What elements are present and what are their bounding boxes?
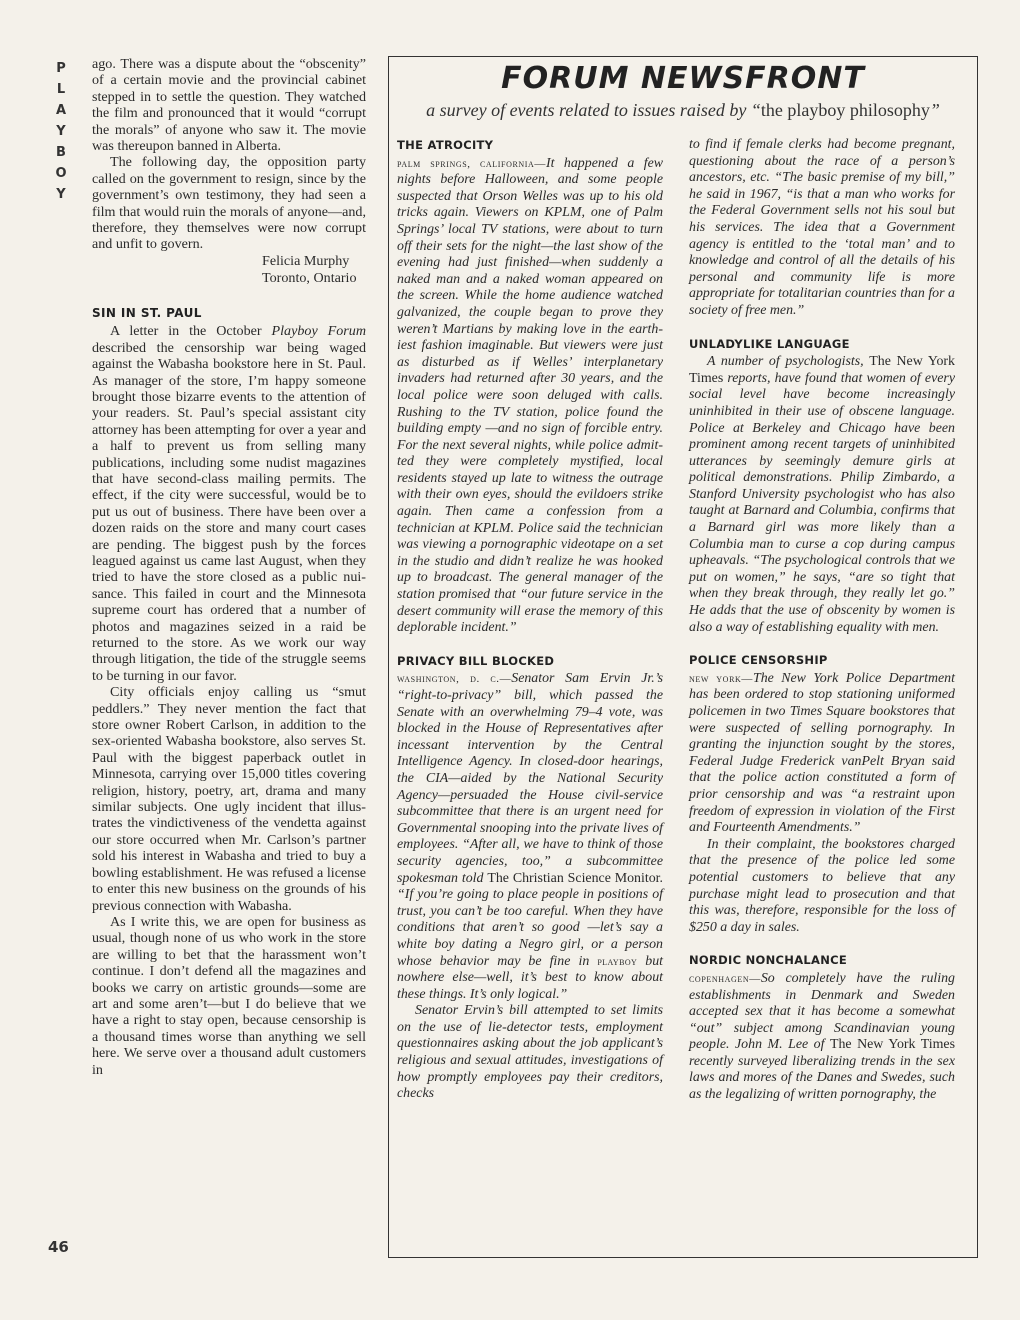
news-paragraph: In their complaint, the bookstores charged that the presence of the police led some potential customers to believe that any purchase might lead to prosecution and that this was, therefore, responsible for the loss of $250 a day in sales. <box>689 836 955 935</box>
magazine-title: Playboy Forum <box>271 323 366 340</box>
text-run: recently surveyed liberalizing trends in the sex laws and mores of the Danes and Swedes, such as the legalizing of written pornography, the <box>689 1053 955 1103</box>
letter-paragraph: The following day, the opposition party called on the government to resign, since by the government’s own testimony, they had seen a film that would ruin the morals of anyone—and, therefore, they themselves were now corrupt and unfit to govern. <box>92 154 366 253</box>
side-letter: O <box>55 166 67 181</box>
newspaper-title: The New York Times <box>689 354 955 386</box>
news-heading: UNLADYLIKE LANGUAGE <box>689 336 850 351</box>
forum-banner <box>389 61 977 121</box>
letter-signature-name: Felicia Murphy <box>262 252 350 269</box>
news-heading: NORDIC NONCHALANCE <box>689 953 848 968</box>
dateline: copenhagen— <box>689 972 761 985</box>
letter-heading: SIN IN ST. PAUL <box>92 305 202 320</box>
text-run: So completely have the ruling establishments in Denmark and Sweden accepted sex that it has become a somewhat “out” subject among Scandinavian young people. John M. Lee of <box>689 970 955 1053</box>
news-heading: THE ATROCITY <box>397 138 494 152</box>
text-run: A letter in the October <box>110 323 272 340</box>
side-letter: Y <box>56 124 66 139</box>
side-letter: L <box>56 82 66 97</box>
side-running-head <box>54 58 68 205</box>
letter-paragraph <box>92 323 366 684</box>
news-paragraph: to find if female clerks had become pregnant, questioning about the race of a person’s ancestors, etc. “The basic premise of my bill,” he said in 1967, “is that a man who works for the Federal Government sells not his soul but his services. The idea that a Government agency is entitled to the ‘total man’ and to knowledge and control of all the details of his personal and community life is more appropriate for totalitarian countries than for a society of free men.” <box>689 137 955 318</box>
section-title: FORUM NEWSFRONT <box>501 61 865 96</box>
page-number: 46 <box>48 1238 69 1256</box>
text-run: ” <box>929 100 940 120</box>
news-paragraph <box>689 671 955 837</box>
text-run: the playboy philosophy <box>760 100 930 120</box>
letters-column <box>92 56 366 1078</box>
news-heading: POLICE CENSORSHIP <box>689 653 828 668</box>
news-heading: PRIVACY BILL BLOCKED <box>397 653 555 668</box>
text-run: Senator Sam Ervin Jr.’s “right-to-privacy” bill, which passed the Senate with an overwhelming 79–4 vote, was blocked in the House of Representatives after incessant intervention by the Central Intelligence Agency. In closed-door hearings, the CIA—aided by the National Security Agency—persuaded the House civil-service subcommittee that there is an urgent need for Governmental snooping into the private lives of employees. “After all, we have to think of those security agencies, too,” a subcommittee spokesman told <box>397 671 663 886</box>
news-paragraph <box>397 156 663 637</box>
text-run: reports, have found that women of every social level have become increasingly uninhibited in their use of obscene language. Police at Berkeley and Chicago have been prominent among recent targets of uninhibited utterances by seemingly demure girls at political demonstrations. Philip Zimbardo, a Stanford University psychologist who has also taught at Barnard and Columbia, confirms that a Barnard girl was more likely than a Columbia man to curse a cop during campus upheavals. “The psychological controls that we put on women,” he says, “are so tight that when they break through, they really let go.” He adds that the use of obscenity by women is also a way of establishing equality with men. <box>689 370 955 635</box>
forum-newsfront-section <box>388 56 978 1258</box>
side-letter: B <box>56 145 66 160</box>
letter-signature-place: Toronto, Ontario <box>262 269 357 286</box>
text-run: The New York Police Department has been ordered to stop stationing uniformed policemen in two Times Square bookstores that were suspected of selling pornography. In granting the injunction sought by the stores, Federal Judge Frederick vanPelt Bryan said that the police action constituted a form of prior censorship and was “a restraint upon freedom of expression in violation of the First and Fourteenth Amendments.” <box>689 670 955 836</box>
text-run: but nowhere else—well, it’s best to know about these things. It’s only logical.” <box>397 953 663 1002</box>
news-paragraph: Senator Ervin’s bill attempted to set limits on the use of lie-detector tests, employment questionnaires asking about the job applicant’s religious and sexual attitudes, investigations of how promptly employees pay their creditors, checks <box>397 1003 663 1102</box>
dateline: washington, d. c.— <box>397 673 512 686</box>
letter-paragraph: ago. There was a dispute about the “obscenity” of a certain movie and the provincial cabinet stepped in to settle the question. They watched the film and pronounced that it would “corrupt the morals” of anyone who saw it. The movie was thereupon banned in Alberta. <box>92 56 366 155</box>
news-column-right <box>689 137 955 1104</box>
text-run: “If you’re going to place people in positions of trust, you can’t be too careful. When they have conditions that aren’t so good —let’s say a white boy dating a Negro girl, or a person whose behavior may be fine in <box>397 887 663 969</box>
text-run: a survey of events related to issues raised by “ <box>426 100 761 120</box>
text-run: A number of psychologists, <box>707 354 870 370</box>
magazine-name: playboy <box>597 955 638 968</box>
text-run: described the censorship war being waged against the Wabasha bookstore here in St. Paul. As manager of the store, I’m happy someone brought those bizarre events to the attention of your readers. St. Paul’s special assistant city attorney has been attempting for over a year and a half to prevent us from selling many publications, including some nudist magazines that have second-class mailing permits. The effect, if the city were successful, would be to put us out of business. There have been over a dozen raids on the store and many court cases are pending. The biggest push by the forces leagued against us came last August, when they tried to have the store closed as a public nuisance. This failed in court and the Minnesota supreme court has ordered that a number of photos and magazines seized in a raid be returned to the store. As we work our way through litigation, the tide of the struggle seems to be turning in our favor. <box>92 339 366 684</box>
side-letter: A <box>55 103 67 118</box>
news-paragraph <box>689 354 955 636</box>
side-letter: Y <box>56 187 66 202</box>
news-paragraph <box>397 671 663 1003</box>
letter-paragraph: As I write this, we are open for business as usual, though none of us who work in the store are willing to bet that the harassment won’t continue. I don’t defend all the magazines and books we carry on artistic grounds—some are art and some aren’t—but I do believe that we have a right to stay open, because censorship is a thousand times worse than anything we sell here. We serve over a thousand adult customers in <box>92 913 366 1078</box>
news-column-left <box>397 137 663 1103</box>
dateline: new york— <box>689 672 753 685</box>
newspaper-title: The New York Times <box>829 1037 955 1053</box>
side-letter: P <box>56 61 66 76</box>
letter-paragraph: City officials enjoy calling us “smut peddlers.” They never mention the fact that store owner Robert Carlson, in addition to the sex-oriented Wabasha bookstore, also serves St. Paul with the biggest paperback outlet in Minnesota, carrying over 15,000 titles covering religion, history, poetry, art, drama and many similar subjects. One ugly incident that illustrates the vindictiveness of the vendetta against our store occurred when Mr. Carlson’s partner sold his interest in Wabasha and tried to buy a bowling establishment. He was refused a license to enter this new business on the grounds of his previous connection with Wabasha. <box>92 684 366 914</box>
text-run: It happened a few nights before Halloween, and some people suspected that Orson Welles was up to his old tricks again. Viewers on KPLM, one of Palm Springs’ local TV stations, were about to turn off their sets for the night—the last show of the evening had just finished—when suddenly a naked man and a naked woman appeared on the screen. While the home audience watched galvanized, the couple began to prove they weren’t Martians by making love in the earthiest fashion imaginable. But viewers were just as disturbed as if Welles’ interplanetary invaders had returned after 30 years, and the local police were soon deluged with calls. Rushing to the TV station, police found the building empty —and no sign of forcible entry. For the next several nights, while police admitted they were completely mystified, local residents stayed up late to witness the outrage with their own eyes, should the evildoers strike again. Then came a confession from a technician at KPLM. Police said the technician was viewing a pornographic videotape on a set in the studio and didn’t realize he was hooked up to broadcast. The general manager of the station promised that “our future service in the desert community will erase the memory of this deplorable incident.” <box>397 155 663 636</box>
section-subtitle <box>389 99 977 121</box>
newspaper-title: The Christian Science Monitor. <box>487 870 663 886</box>
news-paragraph <box>689 971 955 1104</box>
dateline: palm springs, california— <box>397 157 546 170</box>
